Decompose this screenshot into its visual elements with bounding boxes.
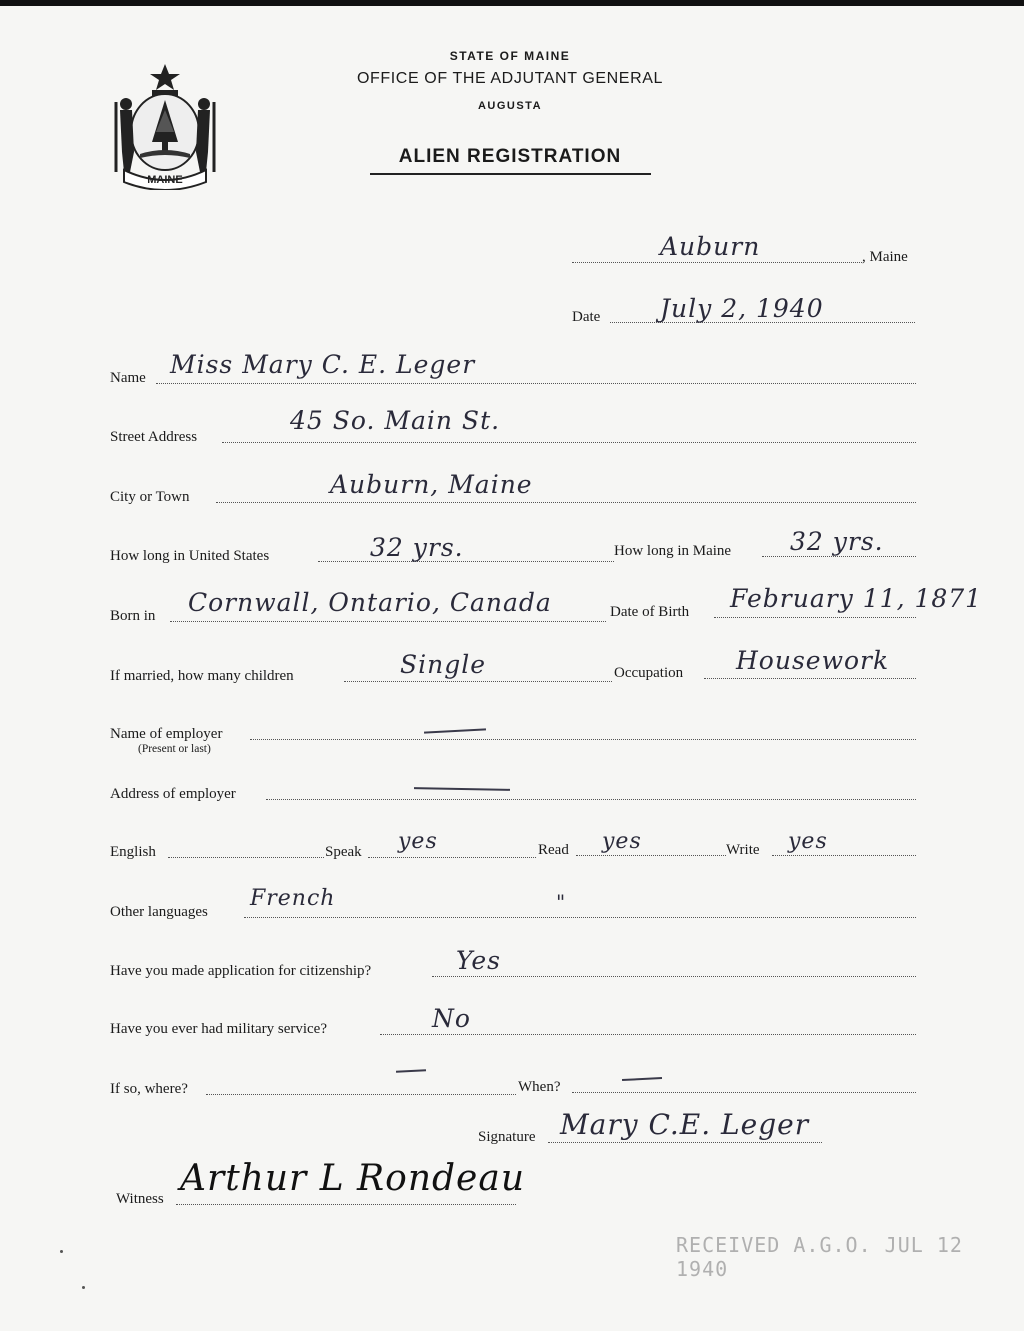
dob-value: February 11, 1871 bbox=[730, 584, 983, 613]
name-line bbox=[156, 383, 916, 384]
signature-label: Signature bbox=[478, 1129, 536, 1145]
witness-label: Witness bbox=[116, 1191, 164, 1207]
children-value: Single bbox=[400, 650, 487, 679]
other-languages-line bbox=[244, 917, 916, 918]
place-value: Auburn bbox=[660, 232, 761, 261]
employer-line bbox=[250, 739, 916, 740]
long-us-label: How long in United States bbox=[110, 548, 270, 564]
occupation-line bbox=[704, 678, 916, 679]
english-label: English bbox=[110, 844, 156, 860]
date-label: Date bbox=[572, 309, 601, 325]
witness-value: Arthur L Rondeau bbox=[180, 1158, 526, 1199]
when-line bbox=[572, 1092, 916, 1093]
write-line bbox=[772, 855, 916, 856]
write-value: yes bbox=[788, 829, 828, 854]
long-us-value: 32 yrs. bbox=[370, 533, 464, 562]
employer-label: Name of employer bbox=[110, 726, 223, 742]
other-languages-ditto: " bbox=[556, 890, 567, 914]
long-maine-value: 32 yrs. bbox=[790, 527, 884, 556]
speak-line bbox=[368, 857, 536, 858]
write-label: Write bbox=[726, 842, 760, 858]
form-title: ALIEN REGISTRATION bbox=[398, 146, 622, 167]
citizenship-line bbox=[432, 976, 916, 977]
read-line bbox=[576, 855, 726, 856]
dob-line bbox=[714, 617, 916, 618]
street-line bbox=[222, 442, 916, 443]
city-line bbox=[216, 502, 916, 503]
long-us-line bbox=[318, 561, 614, 562]
header-office: OFFICE OF THE ADJUTANT GENERAL bbox=[356, 70, 664, 87]
born-in-label: Born in bbox=[110, 608, 156, 624]
name-label: Name bbox=[110, 370, 146, 386]
military-value: No bbox=[432, 1004, 471, 1033]
street-value: 45 So. Main St. bbox=[290, 406, 501, 435]
citizenship-value: Yes bbox=[456, 946, 501, 975]
dob-label: Date of Birth bbox=[610, 604, 690, 620]
born-in-value: Cornwall, Ontario, Canada bbox=[188, 588, 552, 617]
occupation-value: Housework bbox=[736, 646, 890, 675]
read-label: Read bbox=[538, 842, 569, 858]
place-label: , Maine bbox=[862, 249, 908, 265]
maine-state-seal bbox=[110, 62, 220, 190]
name-value: Miss Mary C. E. Leger bbox=[170, 350, 476, 379]
employer-address-label: Address of employer bbox=[110, 786, 236, 802]
citizenship-label: Have you made application for citizenship? bbox=[110, 963, 372, 979]
other-languages-label: Other languages bbox=[110, 904, 208, 920]
paper-speck bbox=[60, 1250, 63, 1253]
speak-value: yes bbox=[398, 829, 438, 854]
when-label: When? bbox=[518, 1079, 561, 1095]
received-stamp: RECEIVED A.G.O. JUL 12 1940 bbox=[676, 1233, 963, 1281]
signature-value: Mary C.E. Leger bbox=[560, 1108, 810, 1141]
title-underline bbox=[370, 173, 651, 175]
paper-speck bbox=[82, 1286, 85, 1289]
employer-sublabel: (Present or last) bbox=[138, 743, 211, 755]
employer-address-line bbox=[266, 799, 916, 800]
where-line bbox=[206, 1094, 516, 1095]
header-city: AUGUSTA bbox=[477, 100, 543, 112]
born-in-line bbox=[170, 621, 606, 622]
long-maine-line bbox=[762, 556, 916, 557]
english-line bbox=[168, 857, 324, 858]
children-label: If married, how many children bbox=[110, 668, 294, 684]
where-label: If so, where? bbox=[110, 1081, 188, 1097]
military-label: Have you ever had military service? bbox=[110, 1021, 327, 1037]
header-state: STATE OF MAINE bbox=[449, 49, 571, 63]
city-value: Auburn, Maine bbox=[330, 470, 533, 499]
date-value: July 2, 1940 bbox=[660, 294, 824, 323]
read-value: yes bbox=[602, 829, 642, 854]
children-line bbox=[344, 681, 612, 682]
other-languages-value: French bbox=[250, 886, 336, 911]
city-label: City or Town bbox=[110, 489, 190, 505]
seal-banner-text: MAINE bbox=[147, 174, 183, 186]
signature-line bbox=[548, 1142, 822, 1143]
witness-line bbox=[176, 1204, 516, 1205]
place-line bbox=[572, 262, 862, 263]
long-maine-label: How long in Maine bbox=[614, 543, 732, 559]
military-line bbox=[380, 1034, 916, 1035]
street-label: Street Address bbox=[110, 429, 198, 445]
speak-label: Speak bbox=[325, 844, 362, 860]
occupation-label: Occupation bbox=[614, 665, 684, 681]
